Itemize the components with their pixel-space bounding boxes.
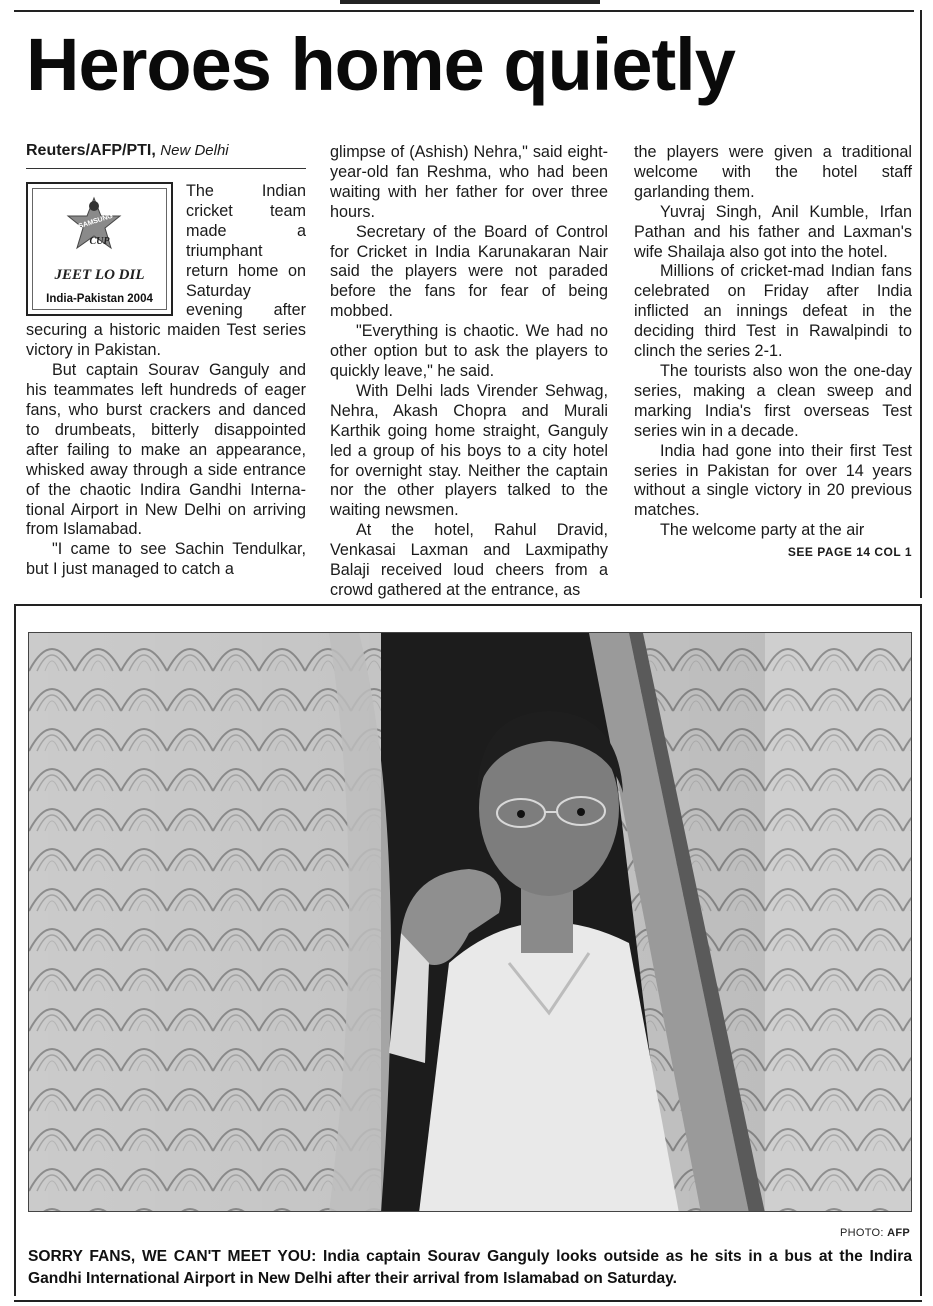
article-column-1 (26, 140, 306, 580)
byline (26, 140, 306, 169)
masthead-fragment (340, 0, 600, 4)
caption-lead: SORRY FANS, WE CAN'T MEET YOU: (28, 1248, 317, 1265)
top-rule (14, 10, 914, 12)
frame-right (920, 606, 922, 1296)
photo-illustration (29, 633, 912, 1212)
paragraph: "I came to see Sachin Tendulkar, but I just managed to catch a (26, 540, 306, 579)
logo-cup: CUP JEET LO DIL (54, 236, 145, 283)
paragraph: The tourists also won the one-day series, making a clean sweep and marking India's first overseas Test series win in a decade. (634, 361, 912, 440)
paragraph: The Indian cricket team made a triumphant return home on Saturday evening after securing a historic maiden Test series victory in Pakistan. (26, 182, 306, 360)
paragraph: Secretary of the Board of Control for Cricket in India Karunakaran Nair said the players were not paraded before the fans for fear of being mobbed. (330, 222, 608, 321)
headline: Heroes home quietly (26, 23, 735, 106)
logo-brand: SAMSUNG (77, 212, 114, 231)
paragraph: the players were given a traditional welcome with the hotel staff garlanding them. (634, 143, 912, 201)
paragraph: India had gone into their first Test series in Pakistan for over 14 years without a single victory in 20 previous matches. (634, 441, 912, 520)
logo-series: India-Pakistan 2004 (46, 293, 153, 306)
photo-caption (28, 1246, 912, 1290)
caption-text: India captain Sourav Ganguly looks outside as he sits in a bus at the Indira Gandhi International Airport in New Delhi after their arrival from Islamabad on Saturday. (28, 1248, 912, 1287)
paragraph: glimpse of (Ashish) Nehra," said eight-year-old fan Reshma, who had been waiting with her father for over three hours. (330, 143, 608, 221)
paragraph: At the hotel, Rahul Dravid, Venkasai Laxman and Laxmipathy Balaji received loud cheers from a crowd gathered at the entrance, as (330, 521, 608, 599)
paragraph: With Delhi lads Virender Sehwag, Nehra, Akash Chopra and Murali Karthik going home straight, Ganguly led a group of his boys to a city hotel for overnight stay. Neither the captain nor the other players talked to the waiting newsmen. (330, 381, 608, 520)
photo-credit: PHOTO: AFP (839, 1227, 910, 1239)
paragraph: But captain Sourav Ganguly and his teammates left hundreds of eager fans, who burst crackers and danced to drumbeats, bitterly disappointed after failing to make an appearance, whisked away through a side entrance of the chaotic Indira Gandhi Interna-tional Airport in New Delhi on arriving from Islamabad. (26, 361, 306, 539)
byline-agency: Reuters/AFP/PTI, (26, 142, 156, 159)
paragraph: "Everything is chaotic. We had no other option but to ask the players to quickly leave," he said. (330, 322, 608, 380)
paragraph: Millions of cricket-mad Indian fans celebrated on Friday after India inflicted an innings defeat in the deciding third Test in Rawalpindi to clinch the series 2-1. (634, 262, 912, 361)
news-photo (28, 632, 912, 1212)
article-column-3 (634, 143, 912, 563)
series-logo (26, 182, 173, 316)
paragraph: Yuvraj Singh, Anil Kumble, Irfan Pathan and his father and Laxman's wife Shailaja also got into the hotel. (634, 202, 912, 261)
photo-credit-source: AFP (887, 1227, 910, 1239)
byline-place: New Delhi (160, 142, 229, 159)
right-rule (920, 10, 922, 598)
section-rule (14, 604, 922, 606)
logo-tagline: JEET LO DIL (54, 266, 145, 283)
article-column-2 (330, 143, 608, 601)
frame-left (14, 606, 16, 1296)
jump-line: SEE PAGE 14 COL 1 (787, 545, 912, 560)
paragraph: The welcome party at the air (660, 521, 865, 540)
bottom-rule (14, 1300, 922, 1302)
